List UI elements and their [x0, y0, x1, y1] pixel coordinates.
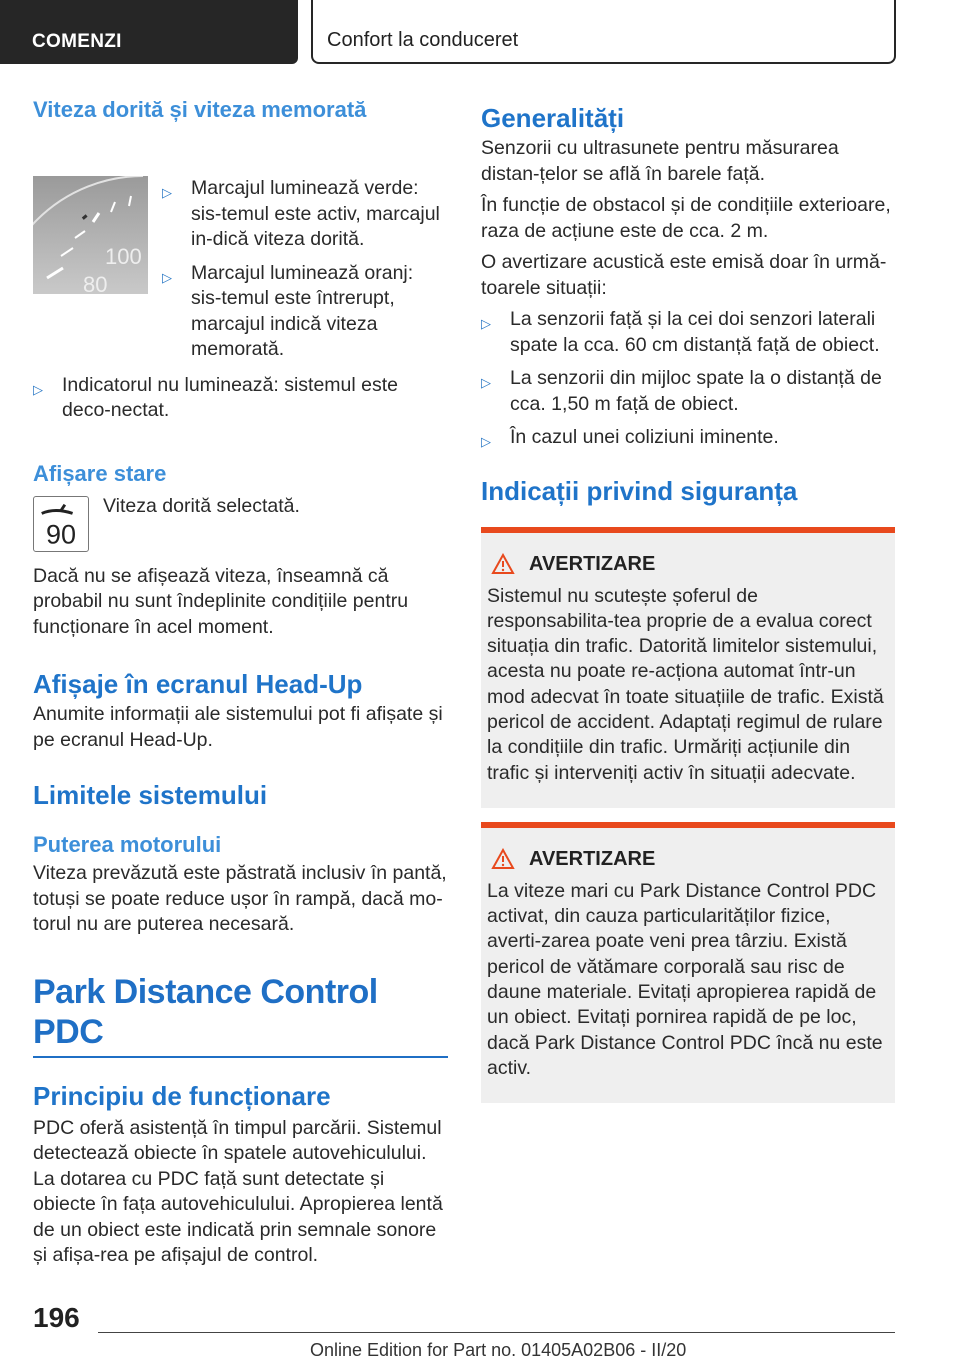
warning-text: La viteze mari cu Park Distance Control PDC activat, din cauza particularităților fizice, averti-zarea poate veni prea târziu. Există pericol de vătămare corporală sau risc de daune materiale. Evitați apropierea rapidă de un obiect. Evitați pornirea rapidă de pe loc, dacă Park Distance Control PDC încă nu este activ.	[487, 879, 883, 1079]
engine-power-paragraph: Viteza prevăzută este păstrată inclusiv în pantă, totuși se poate reduce ușor în rampă, dacă mo-torul nu are puterea necesară.	[33, 862, 447, 935]
general-paragraph-2: În funcție de obstacol și de condițiile exterioare, raza de acțiune este de cca. 2 m.	[481, 194, 891, 242]
chapter-tab	[311, 0, 896, 64]
heading-engine-power: Puterea motorului	[33, 832, 222, 857]
page-header	[0, 0, 960, 66]
left-column	[33, 96, 448, 1269]
list-item: ▷ În cazul unei coliziuni iminente.	[481, 425, 895, 451]
chapter-label: Confort la conduceret	[327, 29, 519, 51]
warning-title: AVERTIZARE	[529, 847, 656, 870]
warning-title: AVERTIZARE	[529, 552, 656, 575]
footer-divider	[98, 1332, 895, 1333]
triangle-bullet-icon: ▷	[481, 434, 491, 449]
triangle-bullet-icon: ▷	[481, 375, 491, 390]
triangle-bullet-icon: ▷	[33, 381, 43, 397]
triangle-bullet-icon: ▷	[162, 185, 172, 200]
edition-note: Online Edition for Part no. 01405A02B06 - II/20	[310, 1340, 687, 1360]
warning-text: Sistemul nu scutește șoferul de responsabilita-tea proprie de a evalua corect situația din trafic. Datorită limitelor sistemului, acesta nu poate re-acționa automat într-un mod adecvat în toate situațiile de trafic. Există pericol de accident. Adaptați regimul de rulare la condițiile din trafic. Urmăriți acțiunile din trafic și interveniți activ în situații adecvate.	[487, 584, 884, 784]
warning-box-1	[481, 527, 895, 808]
speedometer-gauge-image	[33, 176, 148, 294]
list-item: ▷ Marcajul luminează verde: sis-temul este activ, marcajul in-dică viteza dorită.	[162, 177, 440, 250]
status-paragraph: Dacă nu se afișează viteza, înseamnă că probabil nu sunt îndeplinite condițiile pentru funcționare în acel moment.	[33, 564, 409, 638]
heading-status-display: Afișare stare	[33, 460, 167, 486]
status-caption: Viteza dorită selectată.	[103, 494, 300, 517]
heading-operating-principle: Principiu de funcționare	[33, 1080, 331, 1111]
speed-icon-value: 90	[45, 518, 77, 549]
heading-pdc: Park Distance Control PDC	[33, 972, 378, 1051]
heading-head-up: Afișaje în ecranul Head-Up	[33, 669, 363, 699]
heading-safety: Indicații privind siguranța	[481, 475, 798, 506]
section-tab	[0, 0, 298, 64]
gauge-number-100: 100	[105, 244, 142, 269]
list-item: ▷ La senzorii din mijloc spate la o distanță de cca. 1,50 m față de obiect.	[481, 367, 882, 415]
warning-box-2	[481, 822, 895, 1103]
desired-speed-list	[162, 176, 448, 363]
heading-underline	[33, 1056, 448, 1058]
triangle-bullet-icon: ▷	[481, 316, 491, 331]
page-number: 196	[33, 1302, 80, 1333]
triangle-bullet-icon: ▷	[162, 269, 172, 285]
operating-principle-paragraph: PDC oferă asistență în timpul parcării. Sistemul detectează obiecte în spatele autovehiculului. La dotarea cu PDC față sunt detectate și obiecte în fața autovehiculului. Apropierea lentă de un obiect este indicată prin semnale sonore și afișa-rea pe afișajul de control.	[33, 1116, 443, 1266]
page-footer	[0, 1290, 960, 1362]
head-up-paragraph: Anumite informații ale sistemului pot fi afișate și pe ecranul Head-Up.	[33, 703, 443, 751]
right-column	[481, 96, 895, 1103]
general-paragraph-1: Senzorii cu ultrasunete pentru măsurarea distan-țelor se află în barele față.	[481, 137, 839, 185]
general-paragraph-3: O avertizare acustică este emisă doar în urmă-toarele situații:	[481, 251, 887, 299]
list-item: ▷ Marcajul luminează oranj: sis-temul este întrerupt, marcajul indică viteza memorată.	[162, 261, 414, 360]
heading-system-limits: Limitele sistemului	[33, 780, 268, 810]
disconnected-list	[33, 373, 448, 424]
desired-speed-90-icon	[33, 496, 89, 552]
warning-triangle-icon	[491, 553, 515, 575]
acoustic-warning-list	[481, 307, 895, 451]
list-item: ▷ Indicatorul nu luminează: sistemul este deco-nectat.	[33, 373, 399, 421]
heading-desired-speed: Viteza dorită și viteza memorată	[33, 97, 367, 122]
heading-general: Generalități	[481, 103, 625, 133]
gauge-number-80: 80	[83, 272, 108, 294]
list-item: ▷ La senzorii față și la cei doi senzori laterali spate la cca. 60 cm distanță față de obiect.	[481, 308, 880, 356]
warning-triangle-icon	[491, 848, 515, 870]
section-label: COMENZI	[32, 31, 122, 52]
